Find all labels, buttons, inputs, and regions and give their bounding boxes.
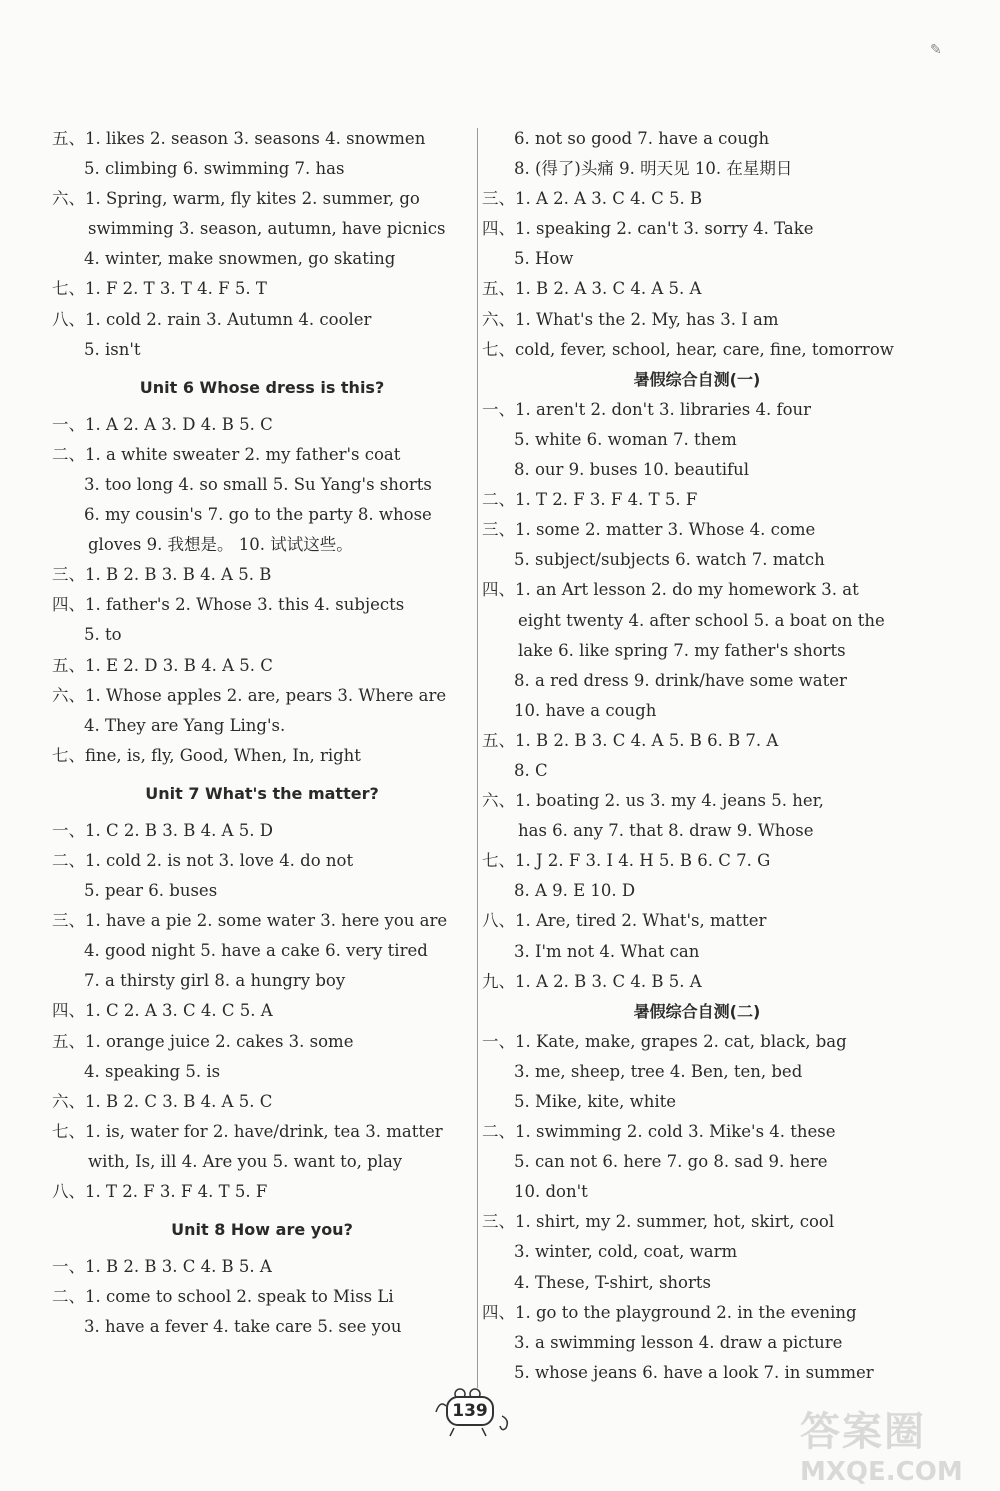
watermark-url-text: MXQE.COM — [800, 1457, 963, 1487]
answer-line: 二、1. a white sweater 2. my father's coat — [52, 444, 401, 464]
answer-line: 8. our 9. buses 10. beautiful — [514, 460, 749, 480]
answer-line: 九、1. A 2. B 3. C 4. B 5. A — [482, 971, 702, 991]
answer-line: 二、1. cold 2. is not 3. love 4. do not — [52, 850, 354, 870]
answer-line: 五、1. likes 2. season 3. seasons 4. snowmen — [52, 129, 426, 148]
answer-line: 3. a swimming lesson 4. draw a picture — [514, 1332, 843, 1352]
answer-line: has 6. any 7. that 8. draw 9. Whose — [518, 821, 814, 841]
answer-line: with, Is, ill 4. Are you 5. want to, play — [88, 1151, 403, 1171]
answer-line: 六、1. Whose apples 2. are, pears 3. Where are — [52, 685, 447, 705]
answer-line: 8. (得了)头痛 9. 明天见 10. 在星期日 — [514, 159, 793, 179]
section-heading: 暑假综合自测(二) — [633, 1001, 761, 1021]
answer-line: 二、1. T 2. F 3. F 4. T 5. F — [482, 490, 698, 510]
answer-line: 5. How — [514, 249, 574, 269]
column-divider — [477, 128, 478, 1388]
answer-line: lake 6. like spring 7. my father's shorts — [518, 640, 846, 660]
section-heading: 暑假综合自测(一) — [633, 369, 761, 389]
answer-line: 七、fine, is, fly, Good, When, In, right — [52, 745, 361, 765]
answer-line: 4. They are Yang Ling's. — [84, 715, 286, 735]
answer-line: 二、1. swimming 2. cold 3. Mike's 4. these — [482, 1122, 836, 1142]
answer-line: 10. have a cough — [514, 700, 657, 720]
answer-line: 一、1. A 2. A 3. D 4. B 5. C — [52, 414, 273, 434]
answer-line: 一、1. C 2. B 3. B 4. A 5. D — [52, 820, 273, 840]
answer-line: 六、1. B 2. C 3. B 4. A 5. C — [52, 1091, 273, 1111]
answer-line: eight twenty 4. after school 5. a boat on the — [518, 610, 885, 630]
answer-line: 八、1. cold 2. rain 3. Autumn 4. cooler — [52, 309, 372, 329]
answer-line: 一、1. B 2. B 3. C 4. B 5. A — [52, 1257, 272, 1277]
answer-line: 4. good night 5. have a cake 6. very tired — [84, 941, 428, 961]
answer-line: 5. to — [84, 625, 122, 645]
answer-line: 5. isn't — [84, 339, 141, 359]
section-heading: Unit 7 What's the matter? — [145, 783, 379, 803]
answer-line: 6. not so good 7. have a cough — [514, 129, 770, 148]
answer-line: 七、1. F 2. T 3. T 4. F 5. T — [52, 279, 267, 299]
answer-line: 五、1. orange juice 2. cakes 3. some — [52, 1031, 354, 1051]
answer-line: 5. whose jeans 6. have a look 7. in summer — [514, 1362, 874, 1382]
answer-line: 8. A 9. E 10. D — [514, 881, 636, 901]
section-heading: Unit 6 Whose dress is this? — [139, 377, 385, 397]
answer-line: 3. too long 4. so small 5. Su Yang's shorts — [84, 474, 432, 494]
answer-line: 八、1. T 2. F 3. F 4. T 5. F — [52, 1182, 268, 1201]
answer-line: 四、1. C 2. A 3. C 4. C 5. A — [52, 1001, 273, 1021]
answer-line: 八、1. Are, tired 2. What's, matter — [482, 911, 767, 931]
answer-line: 8. a red dress 9. drink/have some water — [514, 670, 847, 690]
answer-line: 五、1. B 2. B 3. C 4. A 5. B 6. B 7. A — [482, 730, 779, 750]
answer-line: 一、1. Kate, make, grapes 2. cat, black, bag — [482, 1031, 847, 1051]
answer-line: 6. my cousin's 7. go to the party 8. whose — [84, 505, 432, 525]
answer-line: 四、1. an Art lesson 2. do my homework 3. at — [482, 580, 859, 600]
answer-line: 六、1. boating 2. us 3. my 4. jeans 5. her, — [482, 791, 824, 811]
page-footer — [430, 1382, 530, 1442]
page-number: 139 — [446, 1396, 494, 1426]
corner-mark-icon: ✎ — [930, 42, 942, 58]
site-watermark — [800, 1400, 990, 1487]
answer-line: 3. winter, cold, coat, warm — [514, 1242, 738, 1262]
answer-line: 3. me, sheep, tree 4. Ben, ten, bed — [514, 1061, 803, 1081]
answer-line: 六、1. Spring, warm, fly kites 2. summer, go — [52, 189, 420, 209]
answer-line: gloves 9. 我想是。 10. 试试这些。 — [88, 535, 353, 555]
right-answer-column — [482, 124, 912, 1388]
answer-line: swimming 3. season, autumn, have picnics — [88, 219, 446, 239]
left-answer-column — [52, 124, 472, 1342]
answer-line: 四、1. father's 2. Whose 3. this 4. subjects — [52, 595, 405, 615]
answer-line: 三、1. have a pie 2. some water 3. here you are — [52, 911, 448, 931]
answer-line: 10. don't — [514, 1182, 588, 1202]
answer-line: 3. I'm not 4. What can — [514, 941, 700, 961]
answer-line: 七、1. is, water for 2. have/drink, tea 3. matter — [52, 1121, 443, 1141]
answer-line: 一、1. aren't 2. don't 3. libraries 4. four — [482, 399, 812, 419]
answer-line: 五、1. E 2. D 3. B 4. A 5. C — [52, 655, 273, 675]
answer-line: 5. can not 6. here 7. go 8. sad 9. here — [514, 1152, 828, 1172]
answer-line: 四、1. go to the playground 2. in the evening — [482, 1302, 857, 1322]
answer-line: 5. white 6. woman 7. them — [514, 429, 737, 449]
answer-line: 六、1. What's the 2. My, has 3. I am — [482, 309, 779, 329]
answer-line: 8. C — [514, 760, 548, 780]
watermark-logo-text: 答案圈 — [800, 1409, 926, 1455]
answer-line: 四、1. speaking 2. can't 3. sorry 4. Take — [482, 219, 814, 239]
answer-line: 3. have a fever 4. take care 5. see you — [84, 1317, 402, 1337]
answer-line: 7. a thirsty girl 8. a hungry boy — [84, 971, 346, 991]
answer-line: 五、1. B 2. A 3. C 4. A 5. A — [482, 279, 702, 299]
answer-line: 5. Mike, kite, white — [514, 1092, 676, 1111]
answer-line: 三、1. some 2. matter 3. Whose 4. come — [482, 520, 816, 540]
answer-line: 七、cold, fever, school, hear, care, fine, tomorrow — [482, 339, 894, 359]
answer-line: 5. climbing 6. swimming 7. has — [84, 159, 345, 179]
answer-line: 4. These, T-shirt, shorts — [514, 1272, 711, 1292]
answer-line: 4. winter, make snowmen, go skating — [84, 249, 396, 269]
answer-line: 二、1. come to school 2. speak to Miss Li — [52, 1287, 394, 1307]
answer-line: 5. subject/subjects 6. watch 7. match — [514, 550, 825, 570]
answer-line: 三、1. A 2. A 3. C 4. C 5. B — [482, 189, 703, 209]
answer-line: 5. pear 6. buses — [84, 881, 218, 901]
answer-line: 三、1. shirt, my 2. summer, hot, skirt, cool — [482, 1212, 835, 1232]
answer-line: 七、1. J 2. F 3. I 4. H 5. B 6. C 7. G — [482, 851, 771, 871]
answer-line: 4. speaking 5. is — [84, 1061, 221, 1081]
section-heading: Unit 8 How are you? — [171, 1220, 353, 1240]
answer-line: 三、1. B 2. B 3. B 4. A 5. B — [52, 565, 272, 585]
